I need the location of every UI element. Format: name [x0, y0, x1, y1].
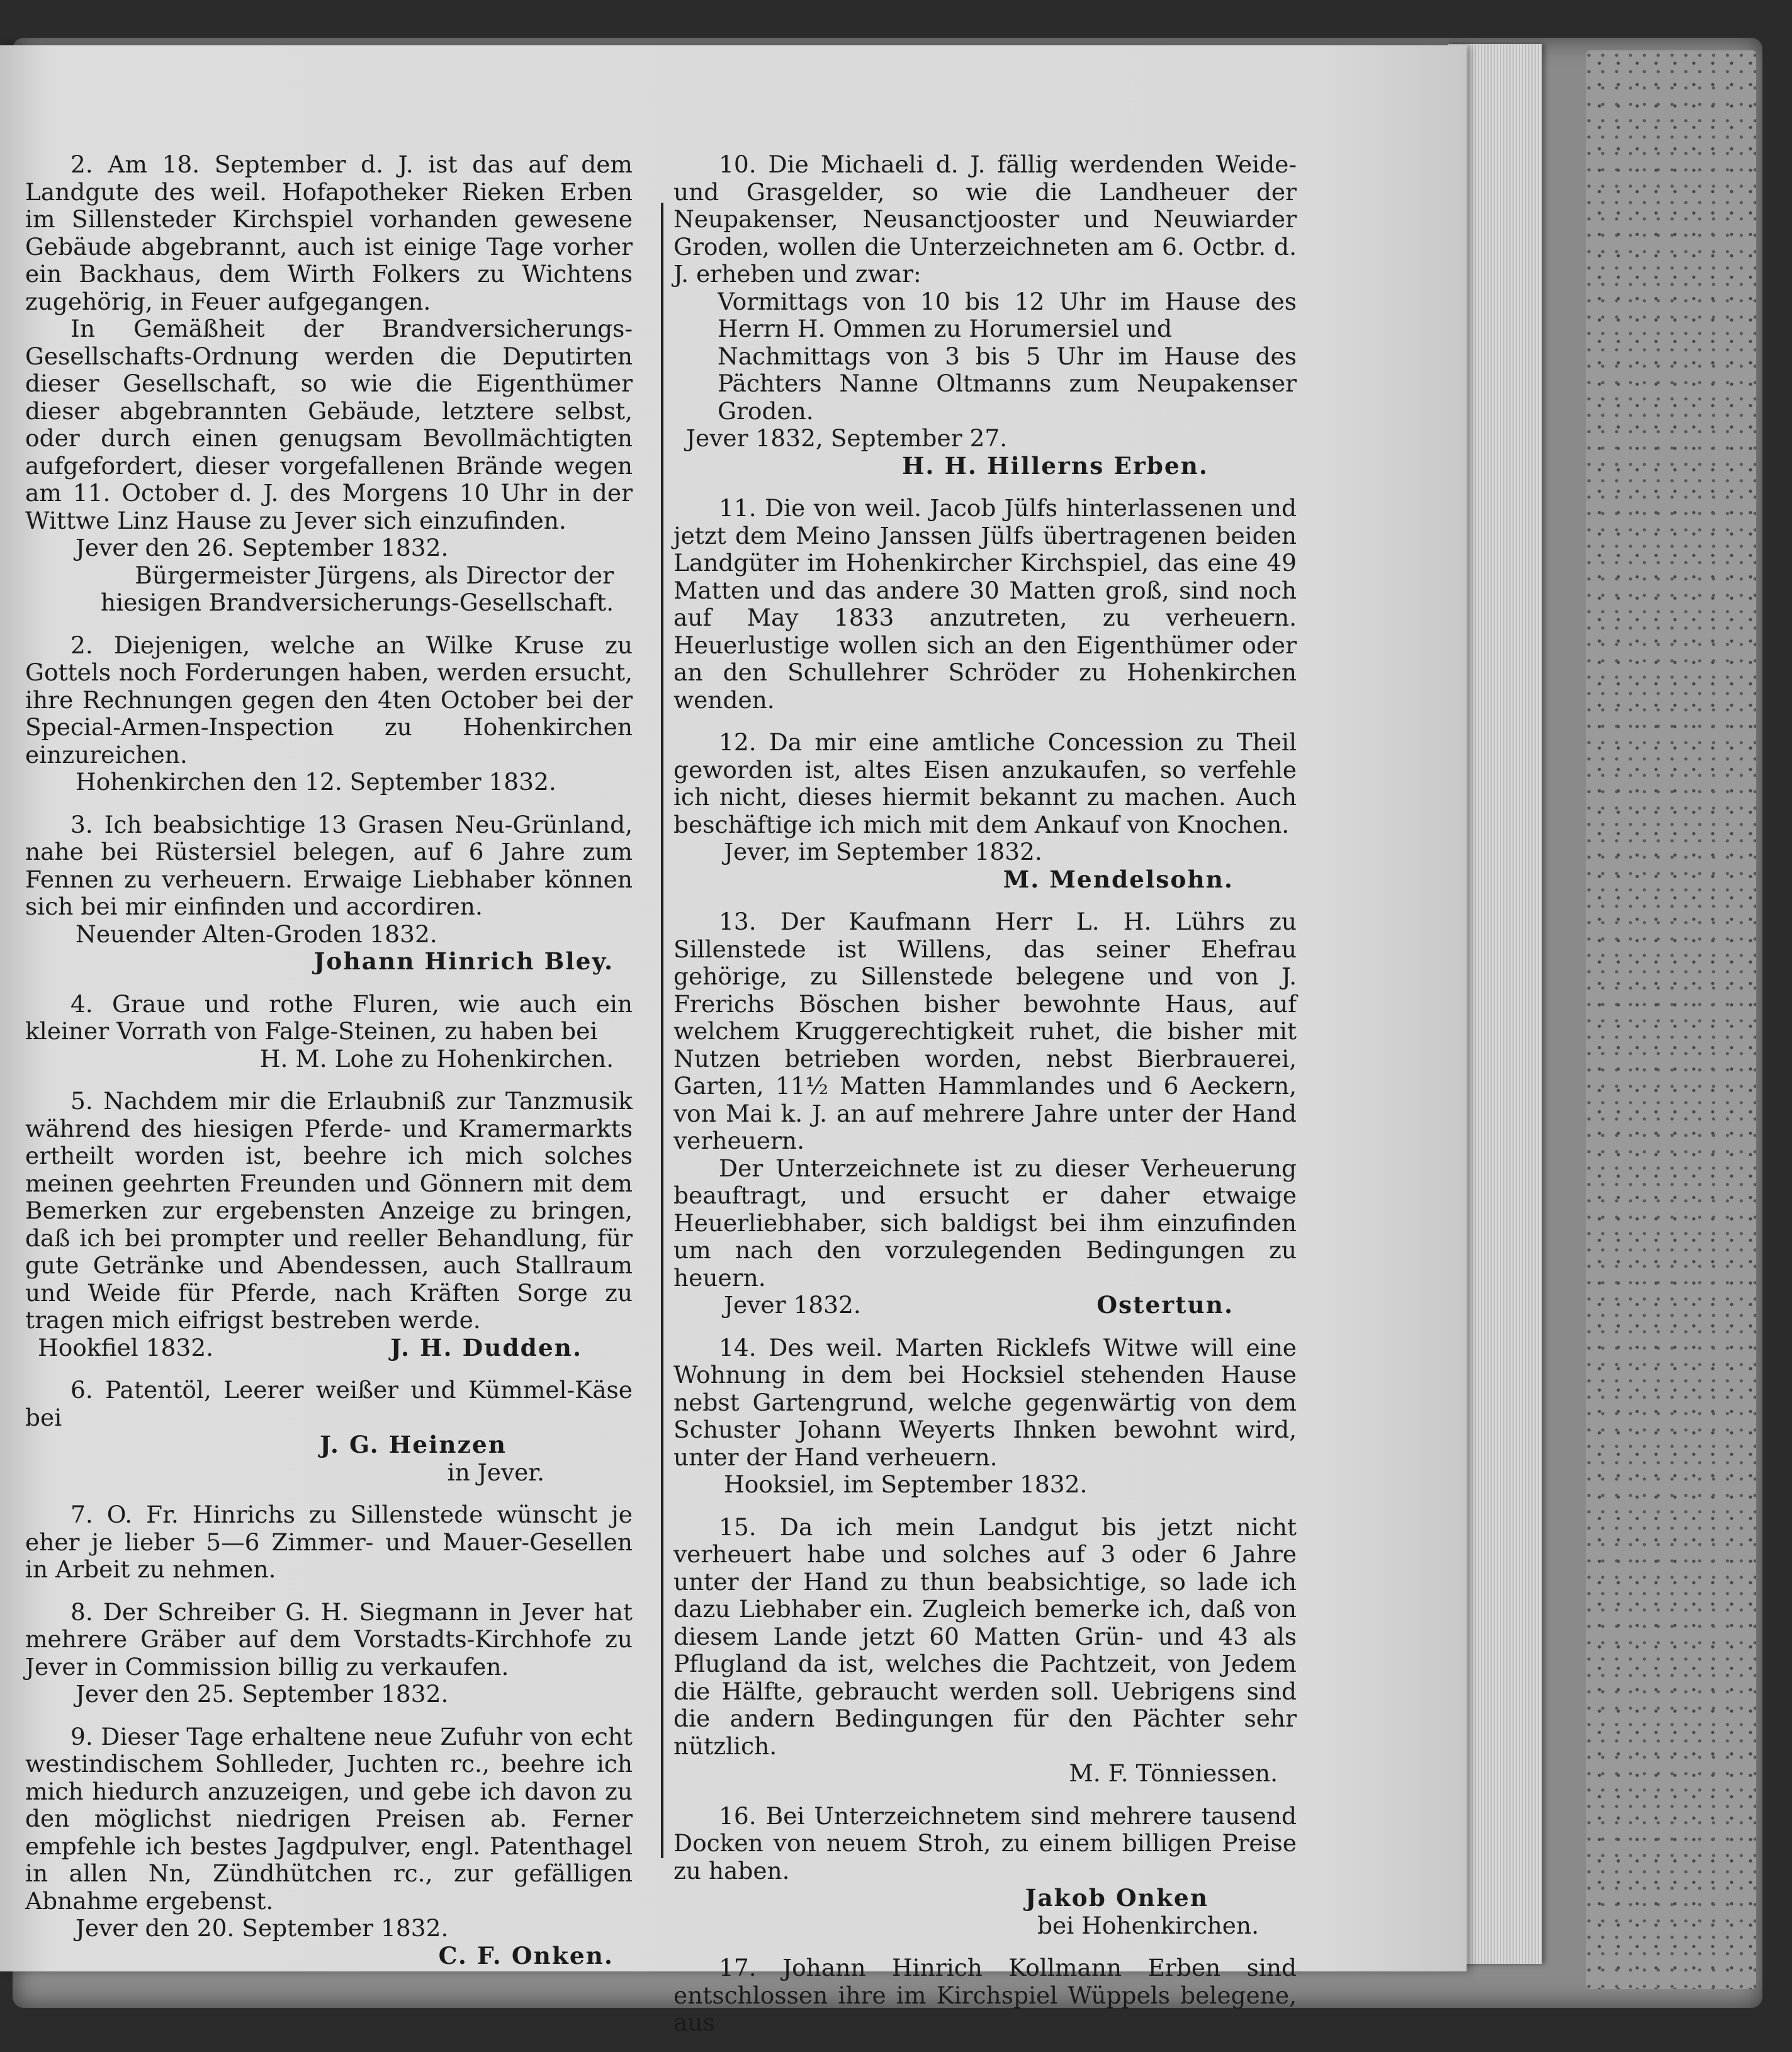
announcement-signature: hiesigen Brandversicherungs-Gesellschaft.: [100, 589, 614, 616]
announcement-text: 9. Dieser Tage erhaltene neue Zufuhr von echt westindischem Sohlleder, Juchten rc., beehre ich mich hiedurch anzuzeigen, und gebe ich davon zu den möglichst niedrigen Preisen ab. Ferner empfehle ich bestes Jagdpulver, engl. Patenthagel in allen Nn, Zündhütchen rc., zur gefälligen Abnahme ergebenst.: [25, 1722, 633, 1915]
announcement-17: [673, 1954, 1297, 2037]
announcement-text: 13. Der Kaufmann Herr L. H. Lührs zu Sillenstede ist Willens, das seiner Ehefrau gehörige, zu Sillenstede belegene und von J. Frerichs Böschen bisher bewohnte Haus, auf welchem Kruggerechtigkeit ruhet, die bisher mit Nutzen betrieben worden, nebst Bierbrauerei, Garten, 11½ Matten Hammlandes und 6 Aeckern, von Mai k. J. an auf mehrere Jahre unter der Hand verheuern.: [673, 908, 1297, 1154]
announcement-11: [673, 495, 1297, 714]
announcement-date: Hohenkirchen den 12. September 1832.: [76, 768, 556, 796]
announcement-text: Vormittags von 10 bis 12 Uhr im Hause des Herrn H. Ommen zu Horumersiel und: [718, 287, 1297, 342]
announcement-text: 3. Ich beabsichtige 13 Grasen Neu-Grünland, nahe bei Rüstersiel belegen, auf 6 Jahre zum Fennen zu verheuern. Erwaige Liebhaber können sich bei mir einfinden und accordiren.: [25, 810, 633, 920]
announcement-signature: H. H. Hillerns Erben.: [901, 451, 1209, 480]
announcement-text: 11. Die von weil. Jacob Jülfs hinterlassenen und jetzt dem Meino Janssen Jülfs übertragenen beiden Landgüter im Hohenkircher Kirchspiel, das eine 49 Matten und das andere 30 Matten groß, sind noch auf May 1833 anzutreten, zu verheuern. Heuerlustige wollen sich an den Eigenthümer oder an den Schullehrer Schröder zu Hohenkirchen wenden.: [673, 494, 1297, 714]
announcement-place: in Jever.: [447, 1458, 544, 1486]
announcement-text: Nachmittags von 3 bis 5 Uhr im Hause des Pächters Nanne Oltmanns zum Neupakenser Groden.: [718, 342, 1297, 425]
announcement-5: [25, 1088, 633, 1361]
announcement-text: 15. Da ich mein Landgut bis jetzt nicht verheuert habe und solches auf 3 oder 6 Jahre unter der Hand zu thun beabsichtige, so lade ich dazu Liebhaber ein. Zugleich bemerke ich, daß von diesem Lande jetzt 60 Matten Grün- und 43 als Pflugland da ist, welches die Pachtzeit, von Jedem die Hälfte, gebraucht werden soll. Uebrigens sind die andern Bedingungen für den Pächter sehr nützlich.: [673, 1513, 1297, 1760]
announcement-text: 7. O. Fr. Hinrichs zu Sillenstede wünscht je eher je lieber 5—6 Zimmer- und Mauer-Gesellen in Arbeit zu nehmen.: [25, 1501, 633, 1583]
announcement-6: [25, 1377, 633, 1486]
announcement-date: Neuender Alten-Groden 1832.: [76, 920, 437, 948]
announcement-8: [25, 1599, 633, 1708]
announcement-14: [673, 1334, 1297, 1499]
announcement-7: [25, 1501, 633, 1584]
announcement-16: [673, 1803, 1297, 1940]
announcement-signature: Johann Hinrich Bley.: [313, 947, 614, 975]
announcement-date: Jever 1832, September 27.: [686, 424, 1008, 452]
announcement-2b: [25, 632, 633, 796]
announcement-text: 6. Patentöl, Leerer weißer und Kümmel-Käse bei: [25, 1376, 633, 1431]
announcement-9: [25, 1723, 633, 1970]
announcement-12: [673, 729, 1297, 893]
announcement-4: [25, 991, 633, 1073]
announcement-text: Der Unterzeichnete ist zu dieser Verheuerung beauftragt, und ersucht er daher etwaige Heuerliebhaber, sich baldigst bei ihm einzufinden um nach den vorzulegenden Bedingungen zu heuern.: [673, 1154, 1297, 1292]
announcement-10: [673, 151, 1297, 480]
announcement-13: [673, 908, 1297, 1319]
announcement-text: 5. Nachdem mir die Erlaubniß zur Tanzmusik während des hiesigen Pferde- und Kramermarkts ertheilt worden ist, beehre ich mich solches meinen geehrten Freunden und Gönnern mit dem Bemerken zur ergebensten Anzeige zu bringen, daß ich bei prompter und reeller Behandlung, für gute Getränke und Abendessen, auch Stallraum und Weide für Pferde, nach Kräften Sorge zu tragen mich eifrigst bestreben werde.: [25, 1087, 633, 1334]
announcement-signature: J. G. Heinzen: [320, 1431, 507, 1458]
announcement-text: 16. Bei Unterzeichnetem sind mehrere tausend Docken von neuem Stroh, zu einem billigen Preise zu haben.: [673, 1801, 1297, 1885]
announcement-signature: C. F. Onken.: [438, 1941, 614, 1970]
marbled-cover-board: [1586, 50, 1756, 1989]
announcement-signature: Jakob Onken: [1025, 1884, 1209, 1912]
announcement-signature: J. H. Dudden.: [390, 1333, 582, 1361]
newspaper-page: [0, 45, 1467, 2036]
announcement-text: 12. Da mir eine amtliche Concession zu Theil geworden ist, altes Eisen anzukaufen, so verfehle ich nicht, dieses hiermit bekannt zu machen. Auch beschäftige ich mich mit dem Ankauf von Knochen.: [673, 728, 1297, 838]
announcement-date: Jever 1832.: [724, 1291, 861, 1319]
right-column: [673, 151, 1297, 2052]
announcement-text: 4. Graue und rothe Fluren, wie auch ein kleiner Vorrath von Falge-Steinen, zu haben bei: [25, 989, 633, 1045]
announcement-text: 14. Des weil. Marten Ricklefs Witwe will eine Wohnung in dem bei Hocksiel stehenden Hause nebst Gartengrund, welche gegenwärtig von dem Schuster Johann Weyerts Ihnken bewohnt wird, unter der Hand verheuern.: [673, 1333, 1297, 1471]
announcement-date: Hookfiel 1832.: [38, 1333, 214, 1361]
announcement-text: 8. Der Schreiber G. H. Siegmann in Jever hat mehrere Gräber auf dem Vorstadts-Kirchhofe zu Jever in Commission billig zu verkaufen.: [25, 1598, 633, 1681]
announcement-date: Jever den 25. September 1832.: [76, 1680, 449, 1708]
column-divider: [661, 203, 663, 1858]
announcement-date-signature: [25, 1334, 633, 1362]
announcement-text: In Gemäßheit der Brandversicherungs-Gesellschafts-Ordnung werden die Deputirten dieser Gesellschaft, so wie die Eigenthümer dieser abgebrannten Gebäude, letztere selbst, oder durch einen genugsam Bevollmächtigten aufgefordert, dieser vorgefallenen Brände wegen am 11. October d. J. des Morgens 10 Uhr in der Wittwe Linz Hause zu Jever sich einzufinden.: [25, 315, 633, 534]
announcement-text: 10. Die Michaeli d. J. fällig werdenden Weide- und Grasgelder, so wie die Landheuer der Neupakenser, Neusanctjooster und Neuwiarder Groden, wollen die Unterzeichneten am 6. Octbr. d. J. erheben und zwar:: [673, 150, 1297, 288]
announcement-signature: M. Mendelsohn.: [1003, 865, 1234, 893]
announcement-date: Jever, im September 1832.: [724, 838, 1042, 865]
announcement-date: Jever den 26. September 1832.: [76, 534, 449, 561]
announcement-2: [25, 151, 633, 617]
announcement-15: [673, 1514, 1297, 1788]
announcement-date: Jever den 20. September 1832.: [76, 1914, 449, 1942]
announcement-date-signature: [673, 1292, 1297, 1319]
announcement-text: 2. Diejenigen, welche an Wilke Kruse zu Gottels noch Forderungen haben, werden ersucht, ihre Rechnungen gegen den 4ten October bei der Special-Armen-Inspection zu Hohenkirchen einzureichen.: [25, 631, 633, 769]
announcement-text: 17. Johann Hinrich Kollmann Erben sind entschlossen ihre im Kirchspiel Wüppels belegene, aus: [673, 1954, 1297, 2036]
left-column: [25, 151, 633, 1985]
announcement-text: 2. Am 18. September d. J. ist das auf dem Landgute des weil. Hofapotheker Rieken Erben im Sillensteder Kirchspiel vorhanden gewesene Gebäude abgebrannt, auch ist einige Tage vorher ein Backhaus, dem Wirth Folkers zu Wichtens zugehörig, in Feuer aufgegangen.: [25, 150, 633, 315]
announcement-signature: Ostertun.: [1096, 1291, 1234, 1319]
announcement-3: [25, 811, 633, 976]
announcement-signature: H. M. Lohe zu Hohenkirchen.: [259, 1044, 614, 1073]
announcement-place: bei Hohenkirchen.: [1037, 1911, 1259, 1939]
announcement-signature: M. F. Tönniessen.: [1069, 1759, 1278, 1787]
announcement-date: Hooksiel, im September 1832.: [724, 1470, 1088, 1498]
announcement-signature: Bürgermeister Jürgens, als Director der: [135, 561, 614, 589]
